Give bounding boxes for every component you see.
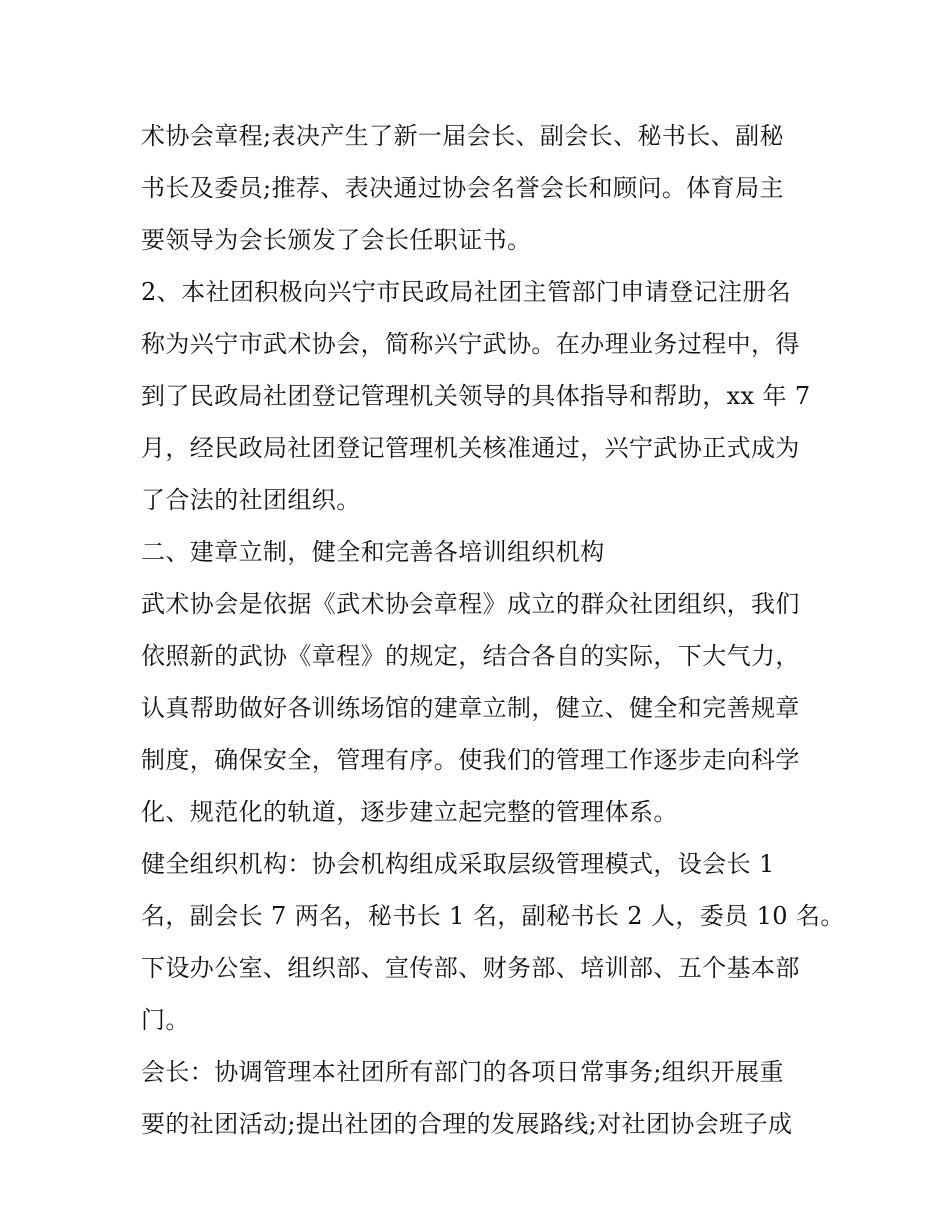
text-line: 术协会章程;表决产生了新一届会长、副会长、秘书长、副秘 [141,122,784,150]
text-line: 月，经民政局社团登记管理机关核准通过，兴宁武协正式成为 [141,434,800,462]
text-line: 依照新的武协《章程》的规定，结合各自的实际，下大气力， [141,642,800,670]
text-line: 化、规范化的轨道，逐步建立起完整的管理体系。 [141,798,678,826]
text-line: 健全组织机构：协会机构组成采取层级管理模式，设会长 1 [141,850,775,878]
section-heading: 二、建章立制，健全和完善各培训组织机构 [141,538,605,566]
text-line: 到了民政局社团登记管理机关领导的具体指导和帮助，xx 年 7 [141,382,811,410]
text-line: 名，副会长 7 两名，秘书长 1 名，副秘书长 2 人，委员 10 名。 [141,902,845,930]
text-line: 会长：协调管理本社团所有部门的各项日常事务;组织开展重 [141,1058,784,1086]
text-line: 称为兴宁市武术协会，简称兴宁武协。在办理业务过程中，得 [141,330,800,358]
text-line: 书长及委员;推荐、表决通过协会名誉会长和顾问。体育局主 [141,174,784,202]
text-line: 2、本社团积极向兴宁市民政局社团主管部门申请登记注册名 [141,278,792,306]
text-line: 要领导为会长颁发了会长任职证书。 [141,226,532,254]
text-line: 了合法的社团组织。 [141,486,361,514]
text-line: 武术协会是依据《武术协会章程》成立的群众社团组织，我们 [141,590,800,618]
text-line: 门。 [141,1006,190,1034]
text-line: 认真帮助做好各训练场馆的建章立制，健立、健全和完善规章 [141,694,800,722]
text-line: 制度，确保安全，管理有序。使我们的管理工作逐步走向科学 [141,746,800,774]
body-text [141,110,845,1150]
text-line: 要的社团活动;提出社团的合理的发展路线;对社团协会班子成 [141,1110,793,1138]
text-line: 下设办公室、组织部、宣传部、财务部、培训部、五个基本部 [141,954,800,982]
